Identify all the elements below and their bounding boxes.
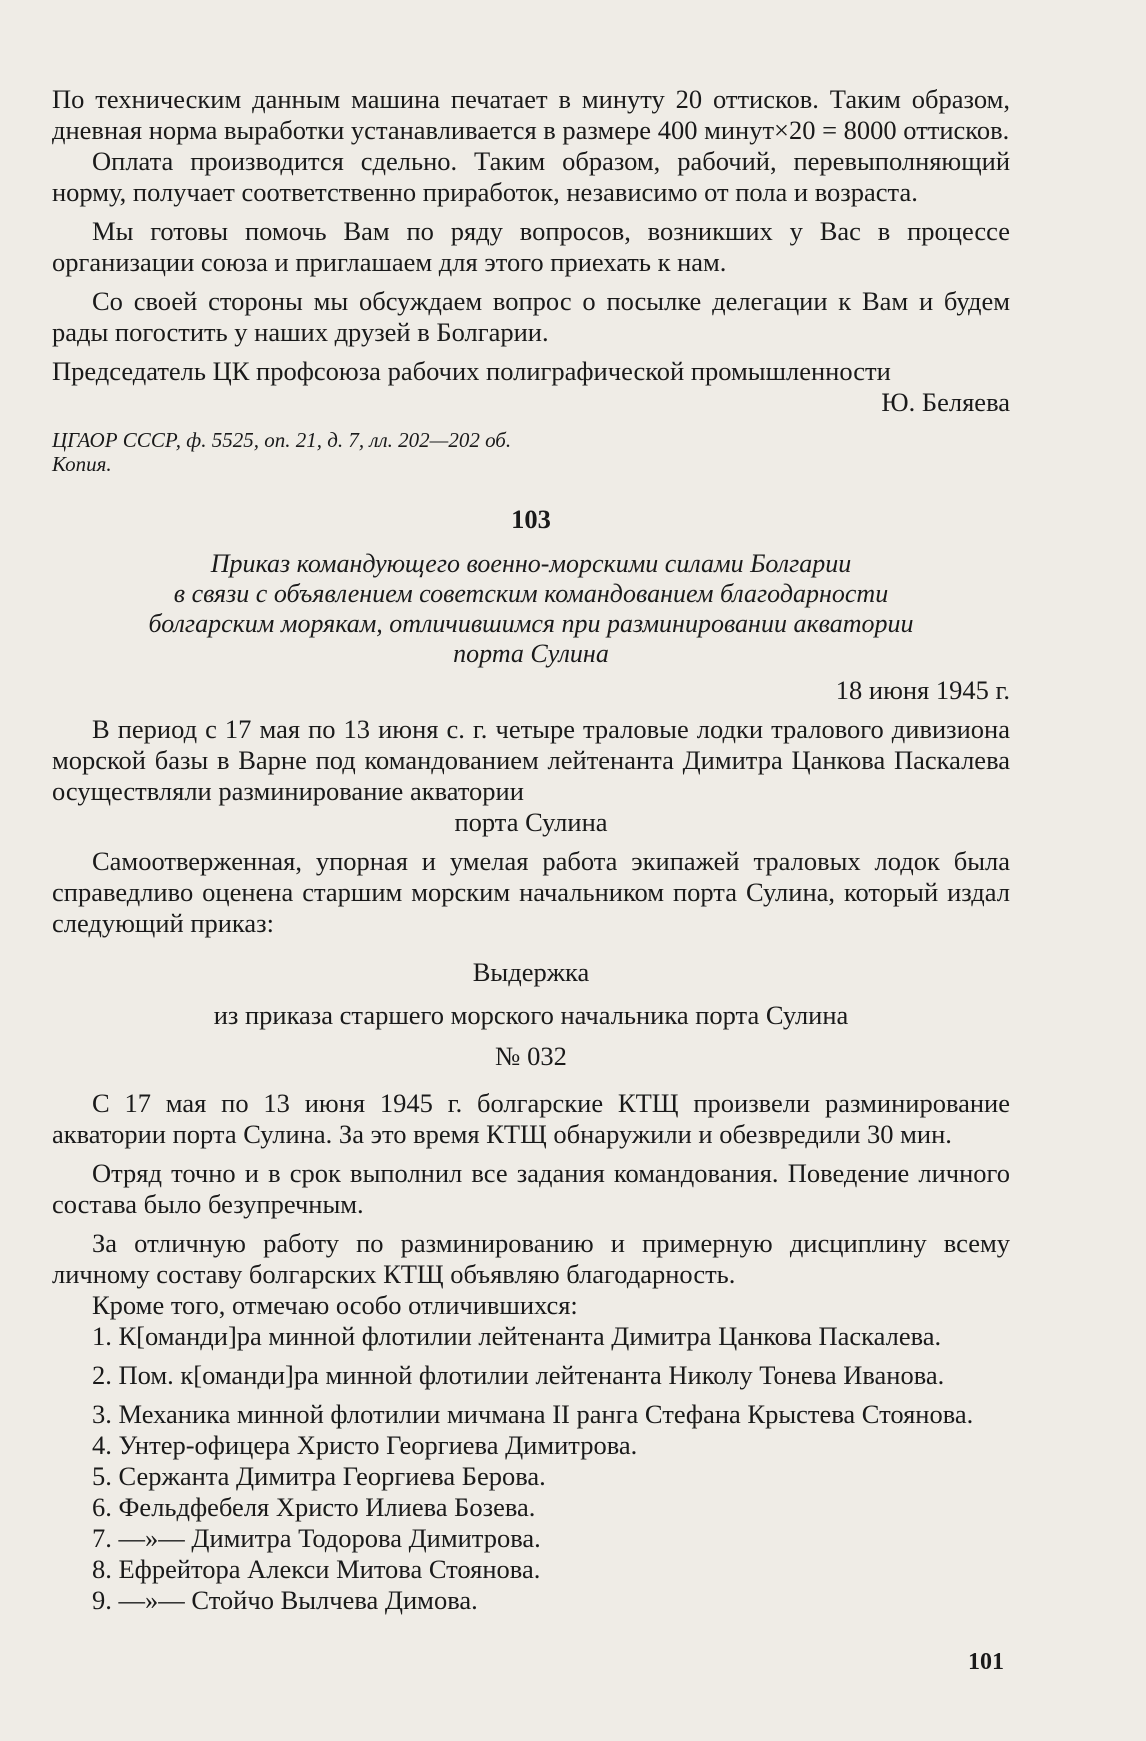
paragraph: Отряд точно и в срок выполнил все задания командования. Поведение личного состава было безупречным. — [52, 1158, 1010, 1219]
paragraph: С 17 мая по 13 июня 1945 г. болгарские КТЩ произвели разминирование акватории порта Сулина. За это время КТЩ обнаружили и обезвредили 30 мин. — [52, 1088, 1010, 1149]
document-date: 18 июня 1945 г. — [835, 675, 1010, 705]
text-column — [52, 84, 1010, 1616]
document-title-line: порта Сулина — [453, 639, 609, 668]
order-number: № 032 — [495, 1041, 567, 1071]
list-item: 9. —»— Стойчо Вылчева Димова. — [92, 1585, 478, 1615]
list-item: 5. Сержанта Димитра Георгиева Берова. — [92, 1461, 546, 1491]
signer-title: Председатель ЦК профсоюза рабочих полиграфической промышленности — [52, 356, 891, 386]
document-title-line: в связи с объявлением советским командованием благодарности — [173, 579, 889, 608]
list-item: 2. Пом. к[оманди]ра минной флотилии лейтенанта Николу Тонева Иванова. — [92, 1360, 945, 1390]
list-item: 4. Унтер-офицера Христо Георгиева Димитрова. — [92, 1430, 638, 1460]
list-item: 6. Фельдфебеля Христо Илиева Бозева. — [92, 1492, 536, 1522]
list-item: 3. Механика минной флотилии мичмана II ранга Стефана Крыстева Стоянова. — [92, 1399, 974, 1429]
list-item: 7. —»— Димитра Тодорова Димитрова. — [92, 1523, 541, 1553]
excerpt-heading: Выдержка — [472, 957, 590, 987]
paragraph: Мы готовы помочь Вам по ряду вопросов, возникших у Вас в процессе организации союза и приглашаем для этого приехать к нам. — [52, 216, 1010, 277]
excerpt-subheading: из приказа старшего морского начальника порта Сулина — [213, 1000, 849, 1030]
document-title-line: болгарским морякам, отличившимся при разминировании акватории — [148, 609, 914, 638]
archive-source: ЦГАОР СССР, ф. 5525, оп. 21, д. 7, лл. 202—202 об. — [52, 428, 512, 452]
paragraph: Самоотверженная, упорная и умелая работа экипажей траловых лодок была справедливо оценена старшим морским начальником порта Сулина, который издал следующий приказ: — [52, 846, 1010, 938]
document-number: 103 — [511, 504, 551, 534]
document-title-line: Приказ командующего военно-морскими силами Болгарии — [210, 549, 852, 578]
paragraph: За отличную работу по разминированию и примерную дисциплину всему личному составу болгарских КТЩ объявляю благодарность. — [52, 1228, 1010, 1289]
paragraph: Со своей стороны мы обсуждаем вопрос о посылке делегации к Вам и будем рады погостить у наших друзей в Болгарии. — [52, 286, 1010, 347]
paragraph: В период с 17 мая по 13 июня с. г. четыре траловые лодки тралового дивизиона морской базы в Варне под командованием лейтенанта Димитра Цанкова Паскалева осуществляли разминирование акватории — [52, 714, 1010, 806]
page-number: 101 — [968, 1649, 1004, 1675]
paragraph: Оплата производится сдельно. Таким образом, рабочий, перевыполняющий норму, получает соответственно приработок, независимо от пола и возраста. — [52, 146, 1010, 207]
paragraph-end: порта Сулина — [454, 807, 608, 837]
list-item: 8. Ефрейтора Алекси Митова Стоянова. — [92, 1554, 541, 1584]
paragraph: По техническим данным машина печатает в минуту 20 оттисков. Таким образом, дневная норма выработки устанавливается в размере 400 минут×20 = 8000 оттисков. — [52, 84, 1010, 145]
signer-name: Ю. Беляева — [881, 387, 1010, 417]
copy-note: Копия. — [52, 452, 112, 476]
list-item: 1. К[оманди]ра минной флотилии лейтенанта Димитра Цанкова Паскалева. — [92, 1321, 942, 1351]
paragraph: Кроме того, отмечаю особо отличившихся: — [92, 1290, 578, 1320]
